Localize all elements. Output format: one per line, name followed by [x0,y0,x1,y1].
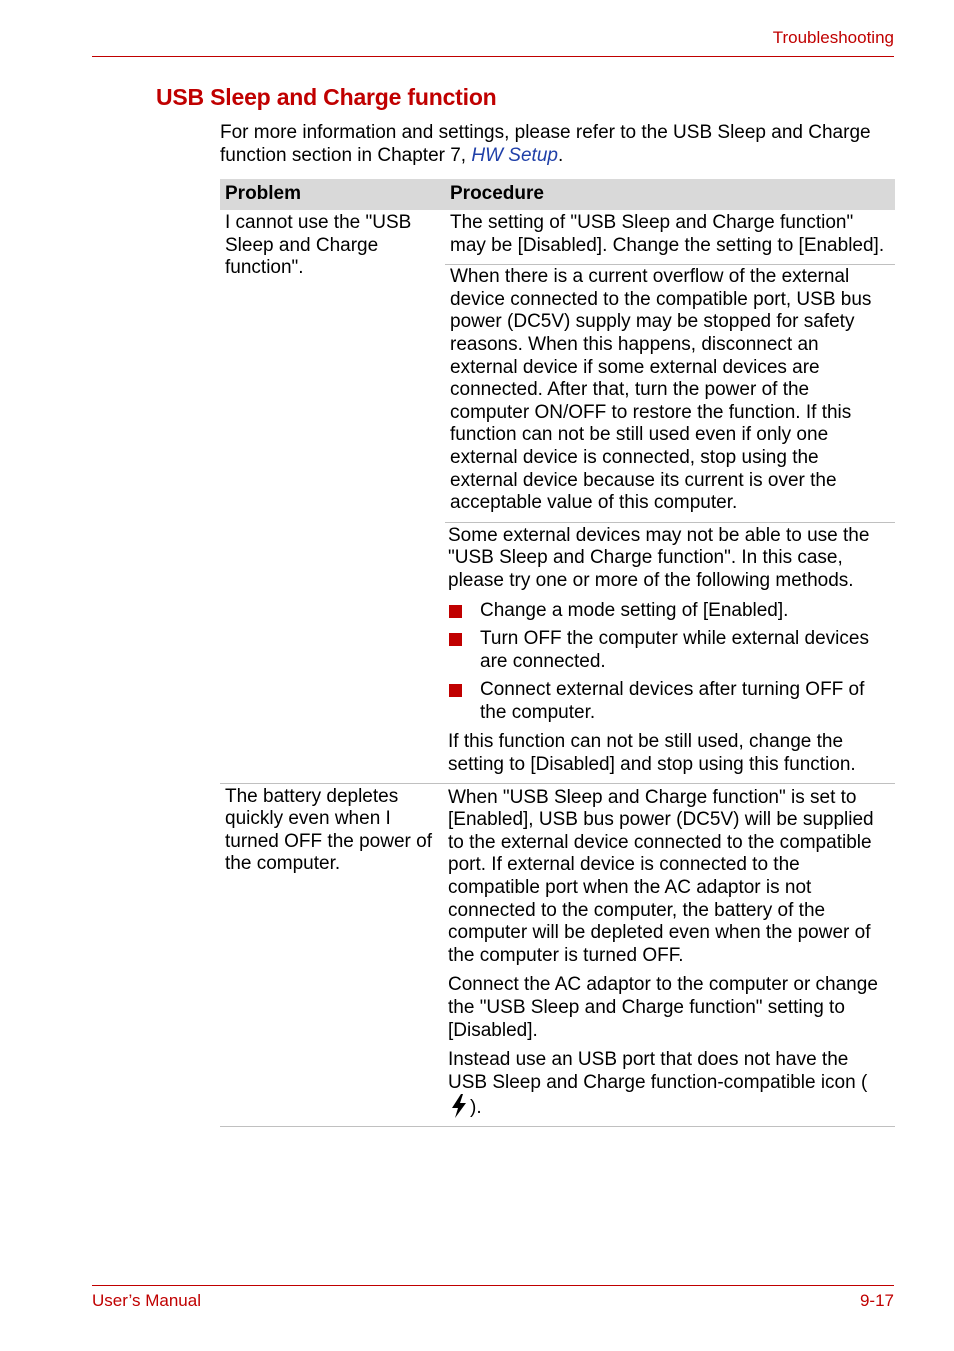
procedure-column [445,784,895,1126]
procedure-column-header: Procedure [450,183,544,205]
bullet-square-icon [449,633,462,646]
procedure-text: If this function can not be still used, change the setting to [Disabled] and stop using this function. [448,731,856,776]
list-item-text: Connect external devices after turning OFF of the computer. [480,679,865,723]
procedure-text: Connect the AC adaptor to the computer or change the "USB Sleep and Charge function" setting to [Disabled]. [448,974,878,1041]
list-item [448,628,887,673]
procedure-text: Some external devices may not be able to use the "USB Sleep and Charge function". In this case, please try one or more of the following methods. [448,524,870,591]
header-rule [92,56,894,57]
bullet-square-icon [449,684,462,697]
procedure-cell [445,210,895,264]
problem-cell: I cannot use the "USB Sleep and Charge function". [225,212,412,279]
intro-text: For more information and settings, please refer to the USB Sleep and Charge function section in Chapter 7, [220,122,871,166]
procedure-text-start: Instead use an USB port that does not have the USB Sleep and Charge function-compatible icon ( [448,1049,868,1093]
table-row [220,784,895,1127]
intro-paragraph [220,121,880,167]
procedure-cell [445,784,895,1126]
list-item [448,679,887,724]
troubleshooting-table [220,179,895,1127]
procedure-cell [445,522,895,783]
footer-manual-title: User’s Manual [92,1291,201,1310]
procedure-text: When "USB Sleep and Charge function" is set to [Enabled], USB bus power (DC5V) will be supplied to the external device connected to the compatible port. If external device is connected to the compatible port when the AC adaptor is not connected to the computer, the battery of the computer will be depleted even when the power of the computer is turned OFF. [448,786,874,966]
hw-setup-link[interactable]: HW Setup [471,145,558,166]
usb-sleep-and-charge-icon [450,1094,468,1118]
procedure-text-end: ). [470,1097,482,1119]
table-row [220,210,895,784]
list-item-text: Change a mode setting of [Enabled]. [480,599,789,621]
header-section-title: Troubleshooting [772,28,894,47]
problem-column-header: Problem [225,183,302,205]
footer-rule [92,1285,894,1286]
list-item [448,600,887,623]
procedure-column [445,210,895,783]
table-header-row [220,179,895,210]
bullet-square-icon [449,605,462,618]
section-title: USB Sleep and Charge function [156,84,497,110]
methods-list [448,600,887,725]
procedure-text [448,1049,887,1120]
intro-end: . [557,145,564,166]
procedure-cell [445,264,895,522]
procedure-text: The setting of "USB Sleep and Charge function" may be [Disabled]. Change the setting to [Enabled]. [450,212,885,256]
page-number: 9-17 [859,1291,894,1310]
list-item-text: Turn OFF the computer while external devices are connected. [480,628,869,672]
procedure-text: When there is a current overflow of the external device connected to the compatible port, USB bus power (DC5V) supply may be stopped for safety reasons. When this happens, disconnect an external device if some external devices are connected. After that, turn the power of the computer ON/OFF to restore the function. If this function can not be still used even if only one external device is connected, stop using the external device because its current is over the acceptable value of this computer. [450,266,872,514]
problem-cell: The battery depletes quickly even when I turned OFF the power of the computer. [225,785,432,875]
